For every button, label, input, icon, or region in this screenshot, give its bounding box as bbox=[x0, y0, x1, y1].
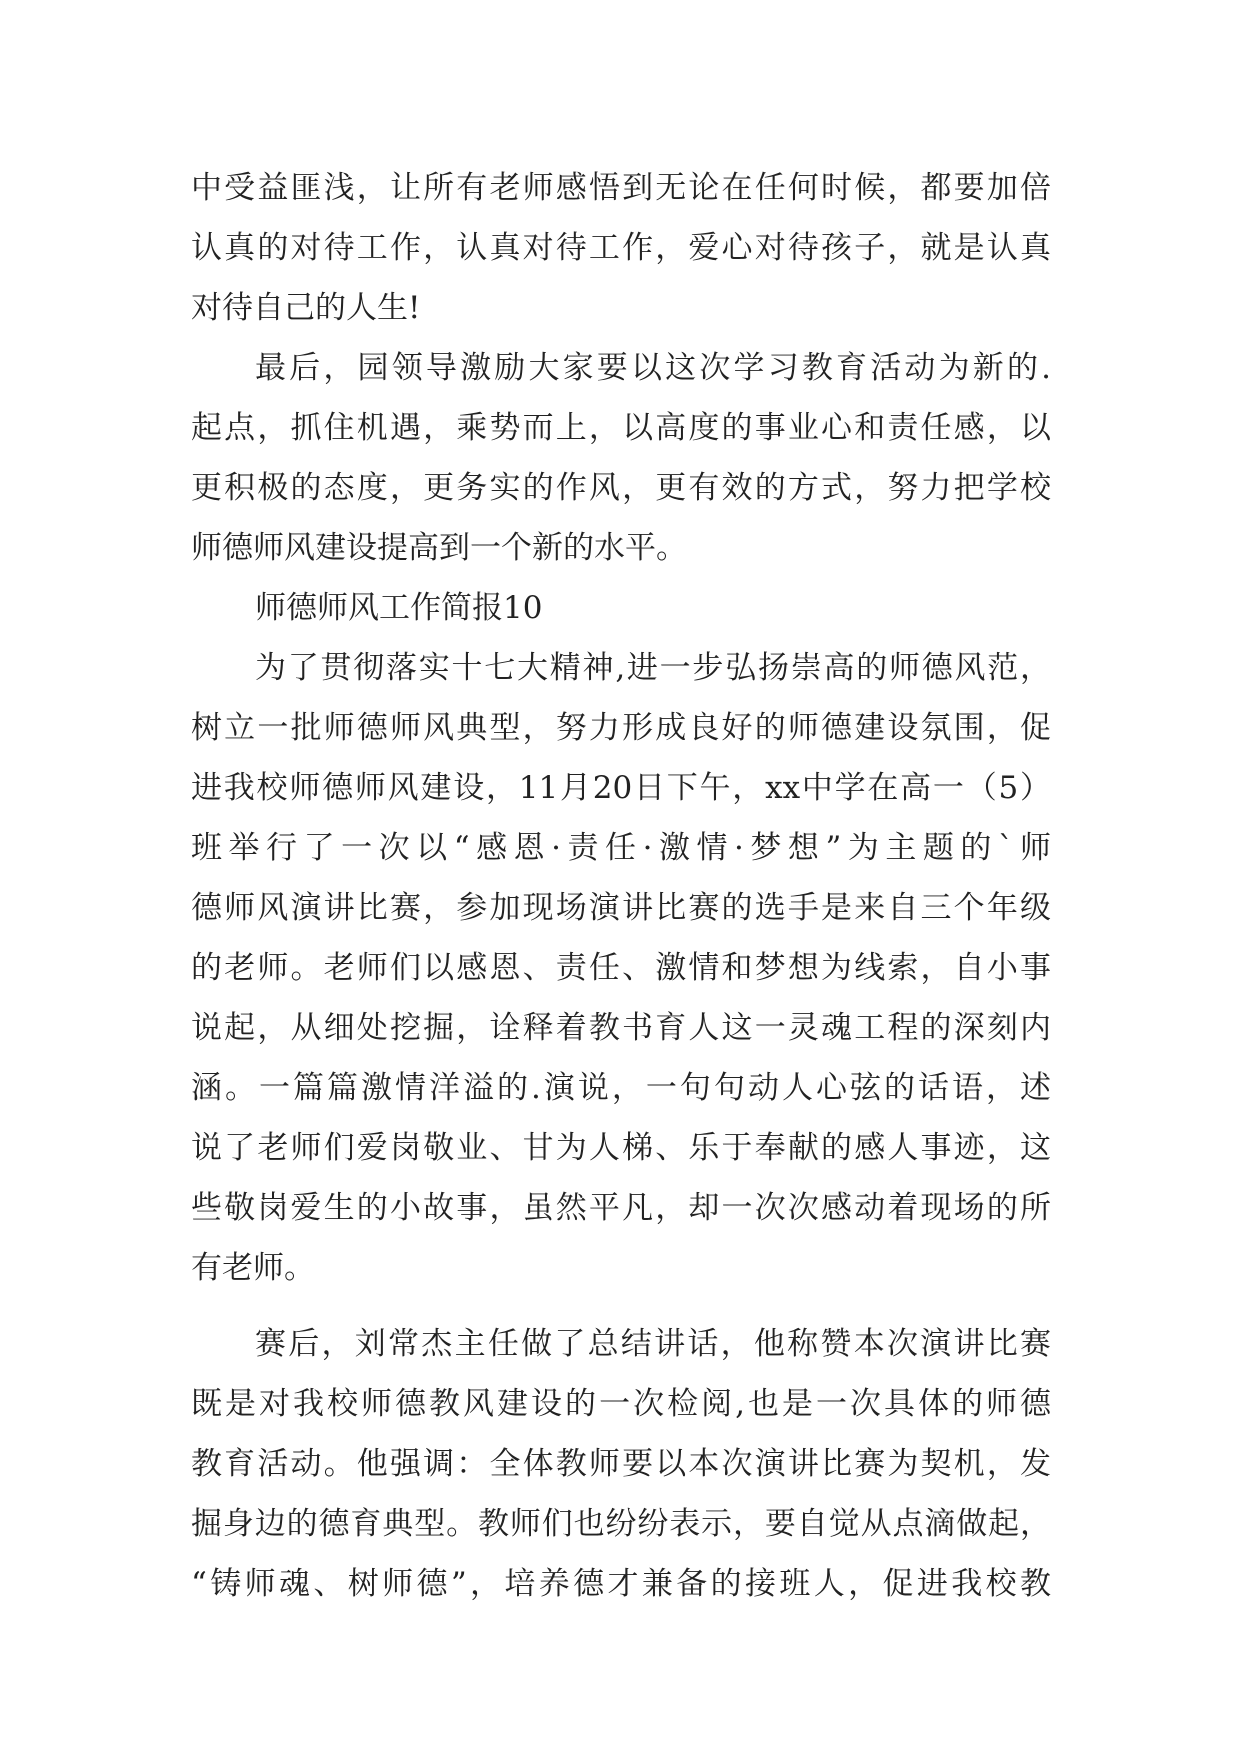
paragraph-line: 既是对我校师德教风建设的一次检阅,也是一次具体的师德 bbox=[191, 1386, 1051, 1422]
paragraph-line: 些敬岗爱生的小故事，虽然平凡，却一次次感动着现场的所 bbox=[191, 1190, 1051, 1226]
paragraph-line: 德师风演讲比赛，参加现场演讲比赛的选手是来自三个年级 bbox=[191, 890, 1051, 926]
paragraph-line: 对待自己的人生! bbox=[191, 290, 421, 326]
paragraph-line: 师德师风建设提高到一个新的水平。 bbox=[191, 530, 687, 566]
paragraph-line: 起点，抓住机遇，乘势而上，以高度的事业心和责任感，以 bbox=[191, 410, 1051, 446]
paragraph-line: 树立一批师德师风典型，努力形成良好的师德建设氛围，促 bbox=[191, 710, 1051, 746]
paragraph-line: 有老师。 bbox=[191, 1250, 315, 1286]
paragraph-line: 说起，从细处挖掘，诠释着教书育人这一灵魂工程的深刻内 bbox=[191, 1010, 1051, 1046]
paragraph-line: 说了老师们爱岗敬业、甘为人梯、乐于奉献的感人事迹，这 bbox=[191, 1130, 1051, 1166]
paragraph-line: 更积极的态度，更务实的作风，更有效的方式，努力把学校 bbox=[191, 470, 1051, 506]
paragraph-line: 进我校师德师风建设，11月20日下午，xx中学在高一（5） bbox=[191, 770, 1051, 806]
paragraph-line: 最后，园领导激励大家要以这次学习教育活动为新的. bbox=[255, 350, 1051, 386]
paragraph-line: 掘身边的德育典型。教师们也纷纷表示，要自觉从点滴做起， bbox=[191, 1506, 1051, 1542]
paragraph-line: 中受益匪浅，让所有老师感悟到无论在任何时候，都要加倍 bbox=[191, 170, 1051, 206]
paragraph-line: 认真的对待工作，认真对待工作，爱心对待孩子，就是认真 bbox=[191, 230, 1051, 266]
paragraph-line: 赛后，刘常杰主任做了总结讲话，他称赞本次演讲比赛 bbox=[255, 1326, 1051, 1362]
document-body bbox=[191, 158, 1051, 1614]
paragraph-line: 的老师。老师们以感恩、责任、激情和梦想为线索，自小事 bbox=[191, 950, 1051, 986]
paragraph-line: 班举行了一次以“感恩·责任·激情·梦想”为主题的`师 bbox=[191, 830, 1051, 866]
paragraph-gap bbox=[191, 1298, 1051, 1314]
paragraph-line: 涵。一篇篇激情洋溢的.演说，一句句动人心弦的话语，述 bbox=[191, 1070, 1051, 1106]
paragraph-line: “铸师魂、树师德”，培养德才兼备的接班人，促进我校教 bbox=[191, 1566, 1051, 1602]
paragraph-line: 教育活动。他强调：全体教师要以本次演讲比赛为契机，发 bbox=[191, 1446, 1051, 1482]
paragraph-line: 为了贯彻落实十七大精神,进一步弘扬崇高的师德风范， bbox=[255, 650, 1051, 686]
section-heading: 师德师风工作简报10 bbox=[255, 590, 543, 626]
